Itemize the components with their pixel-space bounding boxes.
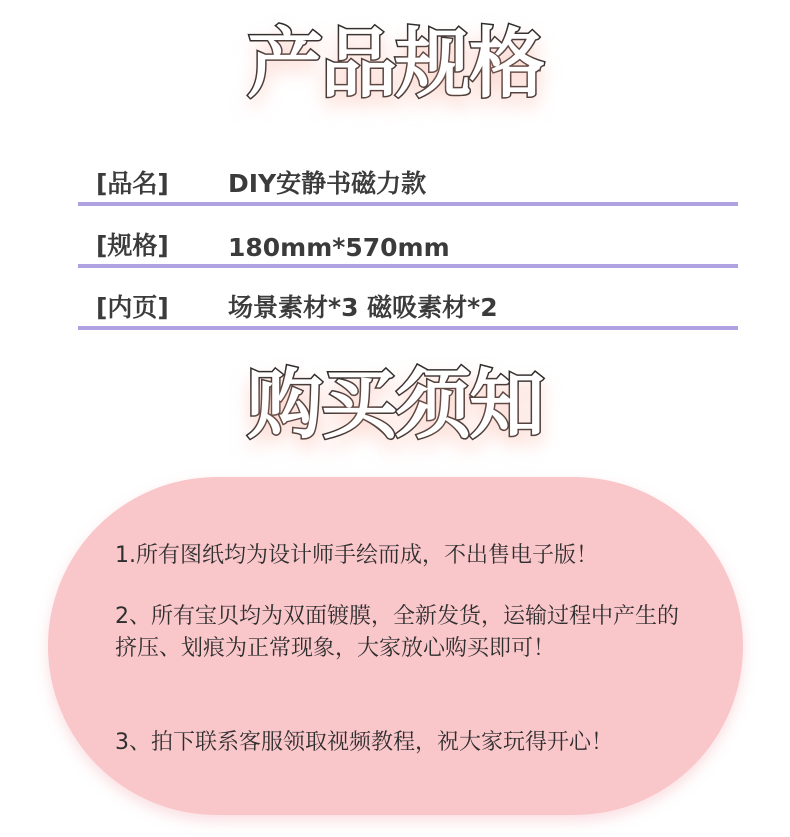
spec-value-name: DIY安静书磁力款 <box>228 169 427 198</box>
spec-row-size <box>78 220 738 268</box>
spec-label-pages: [内页] <box>96 293 169 322</box>
section-title-notice: 购买须知 <box>247 360 543 449</box>
notice-item-2: 2、所有宝贝均为双面镀膜，全新发货，运输过程中产生的挤压、划痕为正常现象，大家放心购买即可！ <box>115 604 679 661</box>
spec-label-name: [品名] <box>96 169 169 198</box>
spec-row-pages <box>78 282 738 330</box>
section-title-specs: 产品规格 <box>247 19 543 108</box>
spec-value-size: 180mm*570mm <box>228 233 450 262</box>
notice-item-3: 3、拍下联系客服领取视频教程，祝大家玩得开心！ <box>115 730 613 755</box>
spec-value-pages: 场景素材*3 磁吸素材*2 <box>228 293 498 322</box>
spec-row-name <box>78 158 738 206</box>
spec-label-size: [规格] <box>96 231 169 260</box>
notice-item-1: 1.所有图纸均为设计师手绘而成，不出售电子版！ <box>115 543 598 568</box>
